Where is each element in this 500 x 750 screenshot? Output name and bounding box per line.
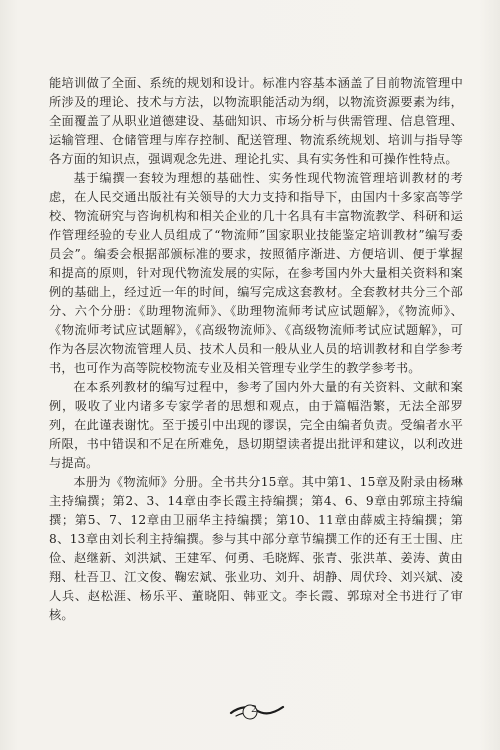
- page-number: 2: [251, 703, 257, 715]
- page-footer: [0, 700, 500, 724]
- paragraph-acknowledgment: 在本系列教材的编写过程中，参考了国内外大量的有关资料、文献和案例，吸收了业内诸多专家学者的思想和观点，由于篇幅浩繁，无法全部罗列，在此谨表谢忱。至于援引中出现的谬误，完全由编者负责。受编者水平所限，书中错误和不足在所难免，恳切期望读者提出批评和建议，以利改进与提高。: [49, 380, 463, 470]
- body-text: [49, 74, 463, 625]
- paragraph-continuation: 能培训做了全面、系统的规划和设计。标准内容基本涵盖了目前物流管理中所涉及的理论、技术与方法，以物流职能活动为纲，以物流资源要素为纬，全面覆盖了从职业道德建设、基础知识、市场分析与供需管理、信息管理、运输管理、仓储管理与库存控制、配送管理、物流系统规划、培训与指导等各方面的知识点，强调观念先进、理论扎实、具有实务性和可操作性特点。: [49, 76, 463, 166]
- paragraph-chapter-authors: 本册为《物流师》分册。全书共分15章。其中第1、15章及附录由杨琳主持编撰；第2、3、14章由李长霞主持编撰；第4、6、9章由郭琼主持编撰；第5、7、12章由卫丽华主持编撰；第10、11章由薛威主持编撰；第8、13章由刘长利主持编撰。参与其中部分章节编撰工作的还有王士围、庄俭、赵继新、刘洪斌、王建军、何勇、毛晓辉、张青、张洪革、姜涛、黄由翔、杜吾卫、江文俊、鞠宏斌、张业功、刘升、胡静、周伏玲、刘兴斌、凌人兵、赵松涯、杨乐平、董晓阳、韩亚文。李长霞、郭琼对全书进行了审核。: [49, 475, 463, 622]
- paragraph-editorial-team: 基于编撰一套较为理想的基础性、实务性现代物流管理培训教材的考虑，在人民交通出版社有关领导的大力支持和指导下，由国内十多家高等学校、物流研究与咨询机构和相关企业的几十名具有丰富物流教学、科研和运作管理经验的专业人员组成了“物流师”国家职业技能鉴定培训教材”编写委员会”。编委会根据部颁标准的要求，按照循序渐进、方便培训、便于掌握和提高的原则，针对现代物流发展的实际，在参考国内外大量相关资料和案例的基础上，经过近一年的时间，编写完成这套教材。全套教材共分三个部分、六个分册：《助理物流师》、《助理物流师考试应试题解》，《物流师》、《物流师考试应试题解》，《高级物流师》、《高级物流师考试应试题解》，可作为各层次物流管理人员、技术人员和一般从业人员的培训教材和自学参考书，也可作为高等院校物流专业及相关管理专业学生的教学参考书。: [49, 171, 463, 375]
